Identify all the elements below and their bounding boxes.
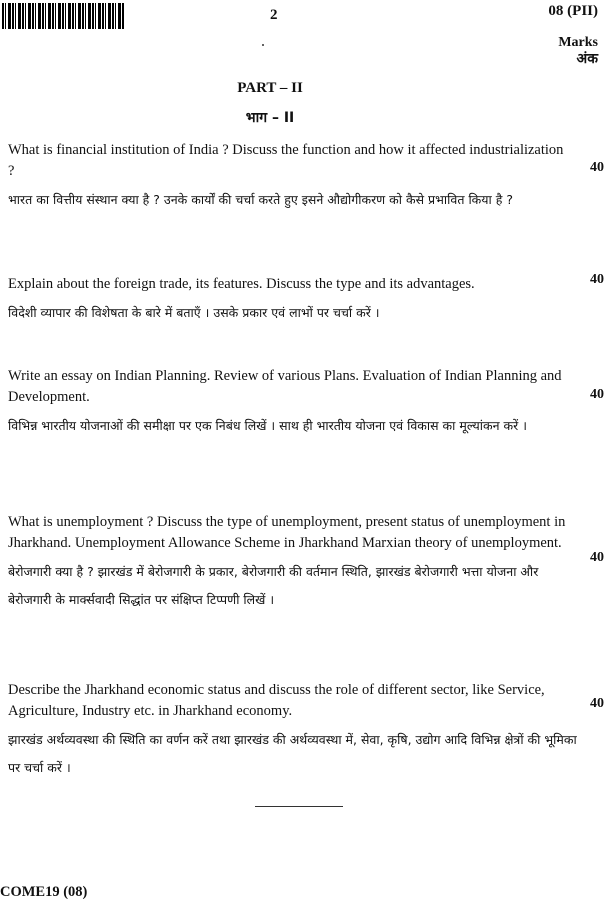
question-text-en: Describe the Jharkhand economic status and discuss the role of different sector, like Service, Agriculture, Industry etc. in Jharkhand economy.: [8, 682, 545, 719]
question-text-hi: विदेशी व्यापार की विशेषता के बारे में बताएँ । उसके प्रकार एवं लाभों पर चर्चा करें ।: [8, 305, 380, 320]
question-marks: 40: [590, 696, 604, 711]
question-text-hi: झारखंड अर्थव्यवस्था की स्थिति का वर्णन करें तथा झारखंड की अर्थव्यवस्था में, सेवा, कृषि, उद्योग आदि विभिन्न क्षेत्रों की भूमिका पर चर्चा करें ।: [8, 732, 577, 775]
question-4: [8, 512, 578, 614]
question-1: [8, 140, 578, 214]
end-rule: [255, 806, 343, 807]
question-text-hi: बेरोजगारी क्या है ? झारखंड में बेरोजगारी के प्रकार, बेरोजगारी की वर्तमान स्थिति, झारखंड बेरोजगारी भत्ता योजना और बेरोजगारी के मार्क्सवादी सिद्धांत पर संक्षिप्त टिप्पणी लिखें ।: [8, 564, 539, 607]
part-title-en: PART – II: [237, 80, 303, 96]
question-marks: 40: [590, 272, 604, 287]
question-text-en: What is unemployment ? Discuss the type of unemployment, present status of unemployment in Jharkhand. Unemployment Allowance Scheme in Jharkhand Marxian theory of unemployment.: [8, 514, 566, 551]
question-text-hi: विभिन्न भारतीय योजनाओं की समीक्षा पर एक निबंध लिखें । साथ ही भारतीय योजना एवं विकास का मूल्यांकन करें ।: [8, 418, 527, 433]
question-marks: 40: [590, 387, 604, 402]
question-text-en: Explain about the foreign trade, its features. Discuss the type and its advantages.: [8, 276, 475, 292]
question-marks: 40: [590, 160, 604, 175]
stray-mark: [262, 44, 264, 46]
question-text-en: What is financial institution of India ? Discuss the function and how it affected industrialization ?: [8, 142, 564, 179]
question-2: [8, 274, 578, 327]
question-5: [8, 680, 578, 782]
marks-heading: [558, 34, 598, 68]
marks-label-hi: अंक: [576, 51, 598, 67]
part-title-hi: भाग – II: [245, 110, 295, 126]
question-text-en: Write an essay on Indian Planning. Review of various Plans. Evaluation of Indian Planning and Development.: [8, 368, 562, 405]
barcode: [2, 3, 125, 29]
question-3: [8, 366, 578, 440]
question-text-hi: भारत का वित्तीय संस्थान क्या है ? उनके कार्यों की चर्चा करते हुए इसने औद्योगीकरण को कैसे प्रभावित किया है ?: [8, 192, 513, 207]
paper-code: 08 (PII): [548, 3, 598, 19]
footer-code: COME19 (08): [0, 884, 88, 900]
marks-label-en: Marks: [558, 35, 598, 50]
question-marks: 40: [590, 550, 604, 565]
page-number: 2: [270, 7, 278, 23]
